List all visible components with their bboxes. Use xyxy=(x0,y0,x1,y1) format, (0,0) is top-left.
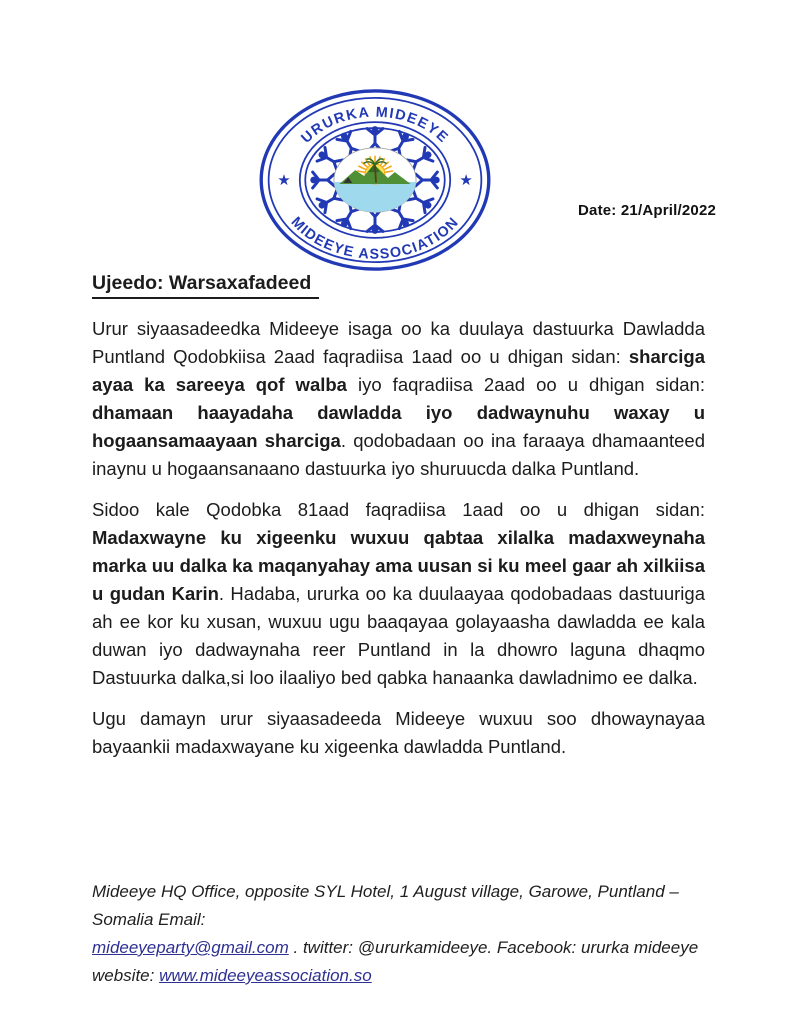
footer-text-run: website: xyxy=(92,966,160,985)
footer-line xyxy=(92,934,700,962)
bold-text-run: sharciga ayaa ka sareeya qof walba xyxy=(92,346,705,395)
paragraph xyxy=(92,496,705,692)
text-run: Ugu damayn urur siyaasadeeda Mideeye wuxuu soo dhowaynayaa bayaankii madaxwayane ku xigeenka dawladda Puntland. xyxy=(92,708,705,757)
footer-contact xyxy=(92,878,700,990)
letter-body xyxy=(92,272,705,774)
star-icon: ★ xyxy=(277,172,291,189)
logo-bottom-arc-text: MIDEEYE ASSOCIATION xyxy=(287,214,463,263)
organization-logo xyxy=(256,86,494,274)
paragraph xyxy=(92,705,705,761)
text-run: . qodobadaan oo ina faraaya dhamaanteed inaynu u hogaansanaano dastuurka iyo shuruucda dalka Puntland. xyxy=(92,430,705,479)
bold-text-run: dhamaan haayadaha dawladda iyo dadwaynuhu waxay u hogaansamaayaan sharciga xyxy=(92,402,705,451)
footer-text-run: . twitter: @ururkamideeye. Facebook: ururka mideeye xyxy=(288,938,699,957)
website-link[interactable]: www.mideeyeassociation.so xyxy=(159,966,372,985)
subject-heading: Ujeedo: Warsaxafadeed xyxy=(92,272,319,299)
text-run: Urur siyaasadeedka Mideeye isaga oo ka duulaya dastuurka Dawladda Puntland Qodobkiisa 2aad faqradiisa 1aad oo u dhigan sidan: xyxy=(92,318,705,367)
footer-line xyxy=(92,962,700,990)
text-run: iyo faqradiisa 2aad oo u dhigan sidan: xyxy=(346,374,705,395)
text-run: . Hadaba, ururka oo ka duulaayaa qodobadaas dastuuriga ah ee kor ku xusan, wuxuu ugu baaqayaa golayaasha dawladda ee kala duwan iyo dadwaynaha reer Puntland in la dhowro laguna dhaqmo Dastuurka dalka,si loo ilaaliyo bed qabka hanaanka dawladnimo ee dalka. xyxy=(92,583,705,688)
date-line: Date: 21/April/2022 xyxy=(578,202,717,219)
logo-top-arc-text: URURKA MIDEEYE xyxy=(298,104,452,147)
bold-text-run: Madaxwayne ku xigeenku wuxuu qabtaa xilalka madaxweynaha marka uu dalka ka maqanyahay ama uusan si ku meel gaar ah xilkiisa u gudan Karin xyxy=(92,527,705,604)
footer-text-run: Mideeye HQ Office, opposite SYL Hotel, 1 August village, Garowe, Puntland – Somalia Email: xyxy=(92,882,679,929)
footer-line xyxy=(92,878,700,934)
email-link[interactable]: mideeyeparty@gmail.com xyxy=(92,938,289,957)
star-icon: ★ xyxy=(459,172,473,189)
logo-seal xyxy=(256,86,494,274)
paragraph xyxy=(92,315,705,483)
paragraphs xyxy=(92,315,705,761)
text-run: Sidoo kale Qodobka 81aad faqradiisa 1aad oo u dhigan sidan: xyxy=(92,499,705,520)
water xyxy=(332,182,417,214)
